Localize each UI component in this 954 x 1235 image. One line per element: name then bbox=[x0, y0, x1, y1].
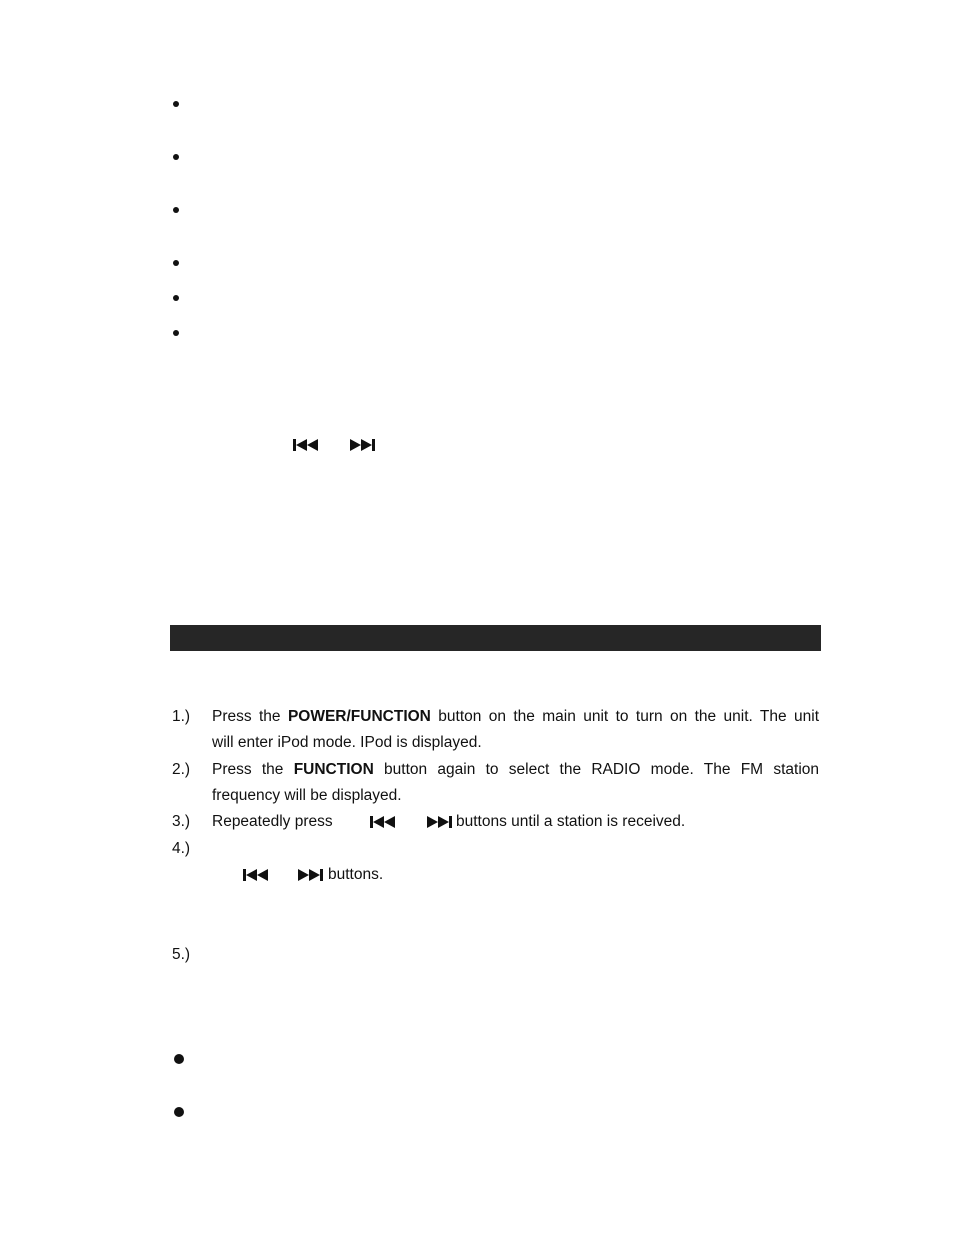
step-2-number: 2.) bbox=[172, 761, 191, 778]
step-1-text-post: button on the main unit to turn on the unit. The unit bbox=[438, 708, 820, 725]
skip-next-icon bbox=[298, 869, 325, 881]
step-1-bold-label: POWER/FUNCTION bbox=[287, 708, 431, 725]
step-1-number: 1.) bbox=[172, 708, 191, 725]
skip-previous-icon bbox=[370, 816, 397, 828]
step-2-bold-label: FUNCTION bbox=[293, 761, 374, 778]
skip-next-icon bbox=[427, 816, 454, 828]
step-1-line-2: will enter iPod mode. IPod is displayed. bbox=[212, 734, 482, 751]
skip-previous-icon bbox=[243, 869, 270, 881]
skip-next-icon bbox=[350, 439, 377, 451]
step-1-text-pre: Press the bbox=[212, 708, 281, 725]
bullet-2 bbox=[173, 154, 179, 160]
step-5-number: 5.) bbox=[172, 946, 191, 963]
step-2-line-1 bbox=[212, 757, 819, 783]
bullet-4 bbox=[173, 260, 179, 266]
bullet-5 bbox=[173, 295, 179, 301]
step-2-text-post: button again to select the RADIO mode. The FM station bbox=[384, 761, 819, 778]
skip-previous-icon bbox=[293, 439, 320, 451]
bullet-1 bbox=[173, 101, 179, 107]
step-3-text-post: buttons until a station is received. bbox=[456, 813, 686, 830]
step-2-text-pre: Press the bbox=[212, 761, 284, 778]
step-4-number: 4.) bbox=[172, 840, 191, 857]
bullet-6 bbox=[173, 330, 179, 336]
step-3-text-pre: Repeatedly press bbox=[212, 813, 333, 830]
bullet-note-2 bbox=[174, 1107, 184, 1117]
step-1-line-1 bbox=[212, 704, 819, 730]
step-2-line-2: frequency will be displayed. bbox=[212, 787, 402, 804]
bullet-note-1 bbox=[174, 1054, 184, 1064]
bullet-3 bbox=[173, 207, 179, 213]
step-4-text-post: buttons. bbox=[328, 866, 384, 883]
step-3-number: 3.) bbox=[172, 813, 191, 830]
section-header-bar bbox=[170, 625, 821, 651]
